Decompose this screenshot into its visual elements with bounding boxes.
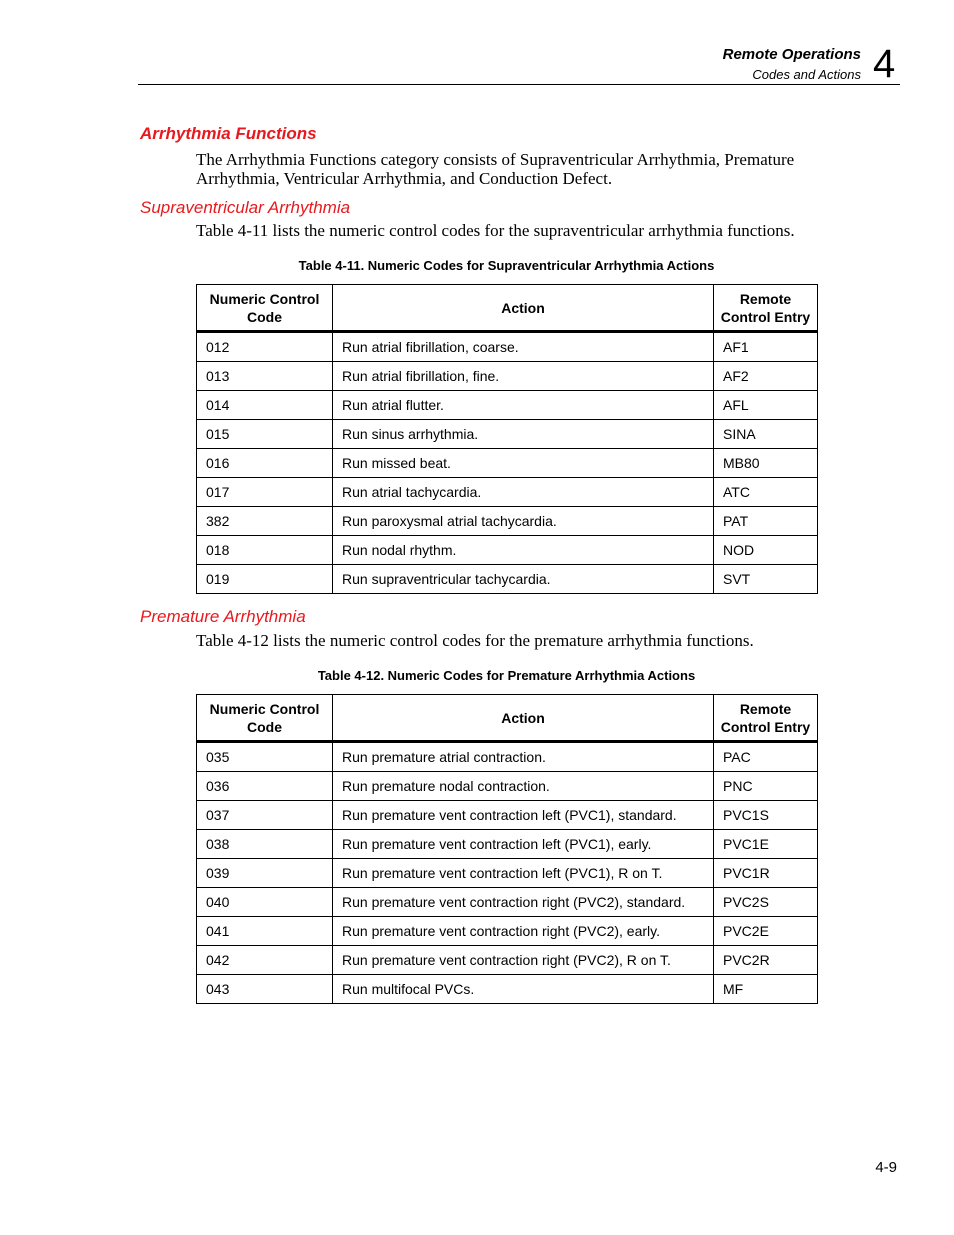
cell-action: Run atrial fibrillation, fine. — [333, 362, 714, 391]
cell-entry: MB80 — [714, 449, 818, 478]
table-4-11 — [196, 284, 818, 594]
cell-code: 037 — [197, 801, 333, 830]
table-row — [197, 478, 818, 507]
cell-code: 018 — [197, 536, 333, 565]
cell-action: Run premature vent contraction left (PVC1), early. — [333, 830, 714, 859]
cell-entry: ATC — [714, 478, 818, 507]
cell-action: Run multifocal PVCs. — [333, 975, 714, 1004]
cell-action: Run supraventricular tachycardia. — [333, 565, 714, 594]
cell-action: Run premature vent contraction left (PVC1), R on T. — [333, 859, 714, 888]
supraventricular-intro: Table 4-11 lists the numeric control codes for the supraventricular arrhythmia functions. — [196, 221, 795, 240]
cell-action: Run atrial fibrillation, coarse. — [333, 332, 714, 362]
cell-code: 019 — [197, 565, 333, 594]
table-row — [197, 507, 818, 536]
cell-code: 016 — [197, 449, 333, 478]
cell-action: Run premature nodal contraction. — [333, 772, 714, 801]
cell-action: Run premature atrial contraction. — [333, 742, 714, 772]
cell-action: Run paroxysmal atrial tachycardia. — [333, 507, 714, 536]
cell-entry: PNC — [714, 772, 818, 801]
table-row — [197, 565, 818, 594]
section-intro: The Arrhythmia Functions category consists of Supraventricular Arrhythmia, Premature Arrhythmia, Ventricular Arrhythmia, and Conduction Defect. — [196, 150, 795, 188]
table-row — [197, 975, 818, 1004]
cell-entry: PVC1E — [714, 830, 818, 859]
table-row — [197, 362, 818, 391]
table-row — [197, 449, 818, 478]
table-row — [197, 946, 818, 975]
cell-code: 013 — [197, 362, 333, 391]
cell-code: 035 — [197, 742, 333, 772]
cell-entry: AF1 — [714, 332, 818, 362]
cell-entry: PVC2R — [714, 946, 818, 975]
cell-action: Run atrial flutter. — [333, 391, 714, 420]
cell-code: 017 — [197, 478, 333, 507]
running-header-subtitle: Codes and Actions — [752, 67, 861, 82]
cell-entry: PVC1R — [714, 859, 818, 888]
table-row — [197, 830, 818, 859]
column-header-code: Numeric Control Code — [197, 695, 333, 742]
supraventricular-heading: Supraventricular Arrhythmia — [140, 198, 351, 217]
column-header-entry: Remote Control Entry — [714, 695, 818, 742]
cell-code: 042 — [197, 946, 333, 975]
cell-code: 043 — [197, 975, 333, 1004]
cell-code: 038 — [197, 830, 333, 859]
table-row — [197, 391, 818, 420]
table-4-12-caption: Table 4-12. Numeric Codes for Premature Arrhythmia Actions — [317, 668, 696, 683]
table-row — [197, 536, 818, 565]
cell-entry: PVC2S — [714, 888, 818, 917]
table-row — [197, 332, 818, 362]
cell-code: 041 — [197, 917, 333, 946]
cell-action: Run premature vent contraction left (PVC1), standard. — [333, 801, 714, 830]
section-heading: Arrhythmia Functions — [140, 124, 317, 143]
table-row — [197, 859, 818, 888]
chapter-number: 4 — [873, 42, 896, 86]
cell-entry: NOD — [714, 536, 818, 565]
cell-entry: PAT — [714, 507, 818, 536]
table-row — [197, 801, 818, 830]
cell-code: 015 — [197, 420, 333, 449]
table-row — [197, 888, 818, 917]
page-number: 4-9 — [875, 1159, 897, 1176]
cell-entry: SVT — [714, 565, 818, 594]
cell-code: 012 — [197, 332, 333, 362]
cell-action: Run premature vent contraction right (PVC2), R on T. — [333, 946, 714, 975]
cell-code: 382 — [197, 507, 333, 536]
cell-entry: MF — [714, 975, 818, 1004]
premature-heading: Premature Arrhythmia — [140, 607, 306, 626]
cell-action: Run premature vent contraction right (PVC2), early. — [333, 917, 714, 946]
table-header-row — [197, 695, 818, 742]
cell-entry: PAC — [714, 742, 818, 772]
cell-action: Run missed beat. — [333, 449, 714, 478]
cell-code: 014 — [197, 391, 333, 420]
cell-entry: PVC1S — [714, 801, 818, 830]
cell-entry: SINA — [714, 420, 818, 449]
cell-entry: PVC2E — [714, 917, 818, 946]
table-header-row — [197, 285, 818, 332]
column-header-code: Numeric Control Code — [197, 285, 333, 332]
table-row — [197, 917, 818, 946]
table-row — [197, 742, 818, 772]
table-4-12 — [196, 694, 818, 1004]
cell-code: 039 — [197, 859, 333, 888]
column-header-entry: Remote Control Entry — [714, 285, 818, 332]
running-header-title: Remote Operations — [722, 46, 861, 63]
premature-intro: Table 4-12 lists the numeric control codes for the premature arrhythmia functions. — [196, 631, 754, 650]
cell-code: 036 — [197, 772, 333, 801]
table-4-11-caption: Table 4-11. Numeric Codes for Supraventricular Arrhythmia Actions — [298, 258, 715, 273]
column-header-action: Action — [333, 695, 714, 742]
header-rule — [138, 84, 900, 85]
column-header-action: Action — [333, 285, 714, 332]
cell-action: Run nodal rhythm. — [333, 536, 714, 565]
table-row — [197, 772, 818, 801]
table-row — [197, 420, 818, 449]
cell-action: Run atrial tachycardia. — [333, 478, 714, 507]
cell-entry: AFL — [714, 391, 818, 420]
cell-code: 040 — [197, 888, 333, 917]
cell-action: Run premature vent contraction right (PVC2), standard. — [333, 888, 714, 917]
cell-entry: AF2 — [714, 362, 818, 391]
cell-action: Run sinus arrhythmia. — [333, 420, 714, 449]
